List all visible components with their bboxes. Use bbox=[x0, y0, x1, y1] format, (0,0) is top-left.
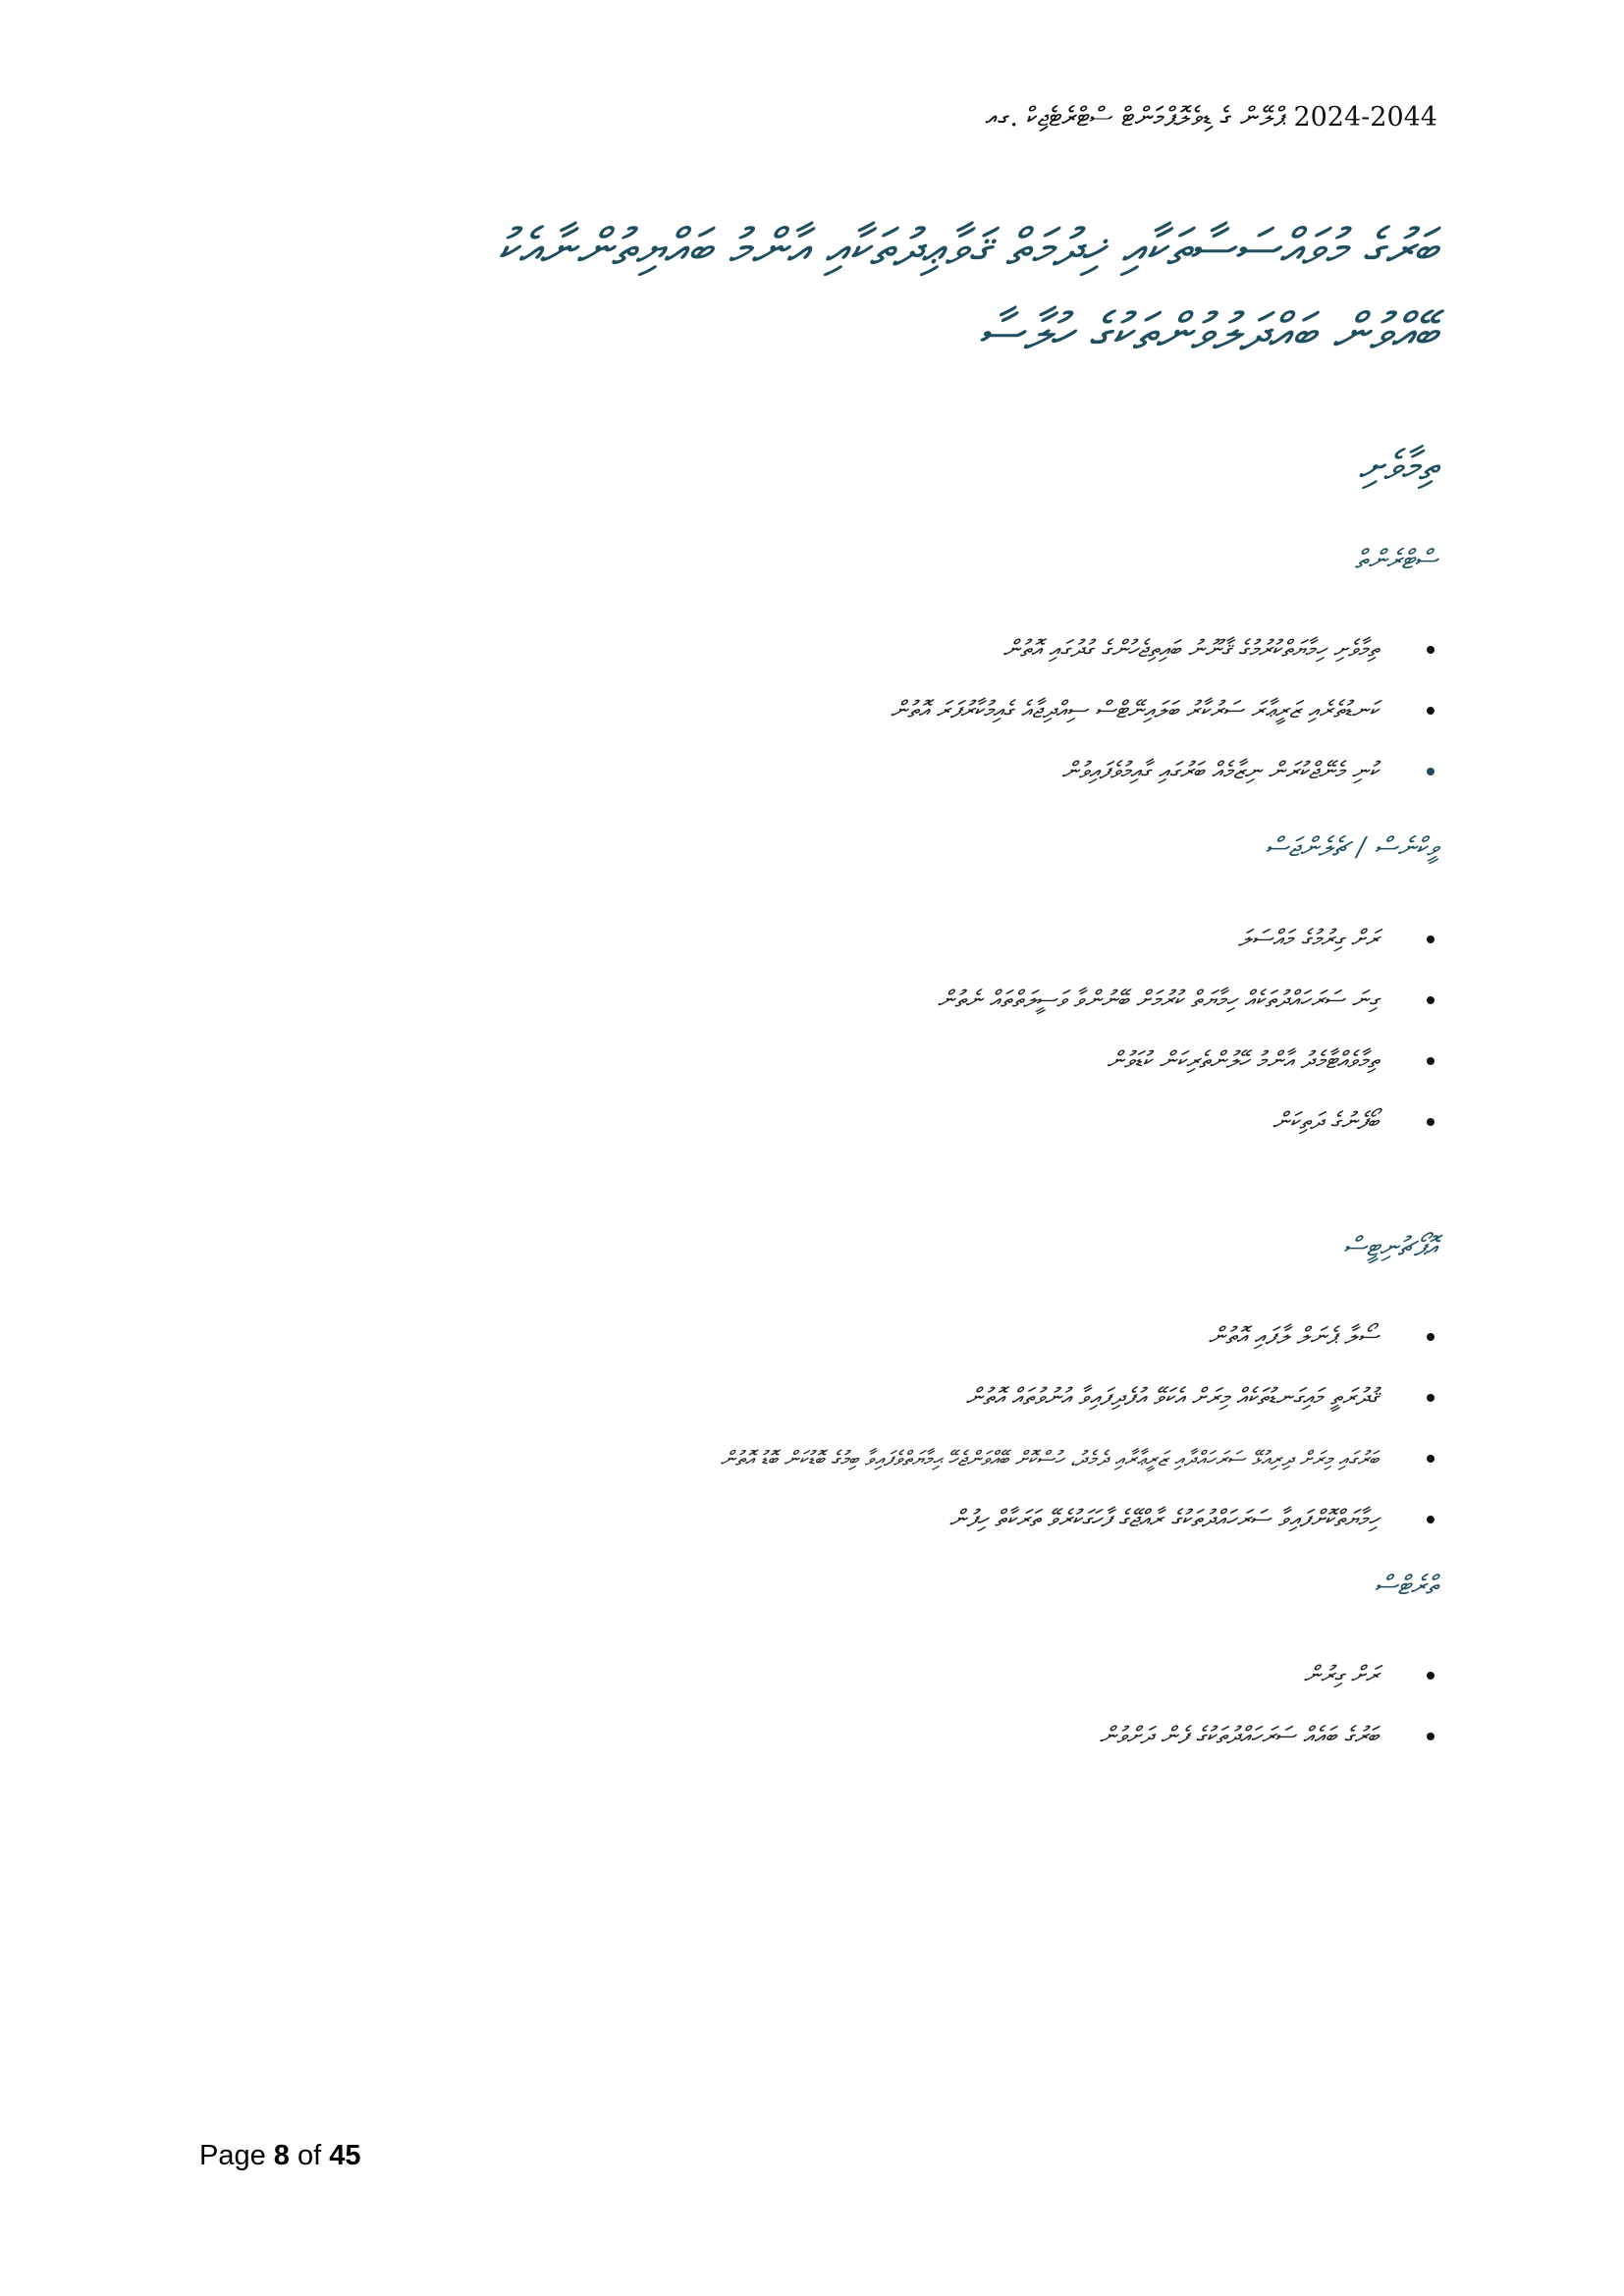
running-header: 2024-2044 ޕްލޭން ގެ ޑިވެލޮޕްމަންޓް ސްޓްރެޓެޖިކް .ގއ bbox=[985, 102, 1437, 133]
list-item-text: ސޯލާ ޕެނަލް ލާފައި އޮތުން bbox=[1208, 1322, 1379, 1350]
strengths-list bbox=[200, 618, 1379, 801]
bullet-icon bbox=[1427, 707, 1435, 715]
list-item-text: ބަރުގެ ބައެއް ސަރަހައްދުތަކުގެ ފެން ދަށްވުން bbox=[1099, 1722, 1379, 1749]
bullet-icon bbox=[1427, 1394, 1435, 1402]
list-item-text: ތިމާވެށި ހިމާޔަތްކުރުމުގެ ޤާނޫނު ބައިތިޖެހުންގެ ގުދުގައި އޮތުން bbox=[1002, 635, 1379, 663]
strengths-heading: ސްޓްރެންތް bbox=[1354, 545, 1437, 575]
list-item bbox=[200, 969, 1379, 1030]
opportunities-heading: އޮޕޯޗުނިޓީސް bbox=[1342, 1232, 1437, 1262]
page-footer bbox=[199, 2140, 361, 2172]
list-item bbox=[200, 740, 1379, 801]
list-item bbox=[200, 1030, 1379, 1091]
section-title: ތިމާވެށި bbox=[1358, 442, 1437, 490]
list-item-text: ކުނި މެނޭޖްކުރަން ނިޒާމެއް ބަރުގައި ގާއިމުވެފައިވުން bbox=[1061, 757, 1379, 784]
bullet-icon bbox=[1427, 1733, 1435, 1740]
list-item bbox=[200, 1705, 1379, 1766]
document-title-line-1: ބަރުގެ މުވައްސަސާތަކާއި ޚިދުމަތް ޤަވާޢިދުތަކާއި އާންމު ބައްޔިތުންނާއެކު bbox=[496, 219, 1437, 278]
list-item-text: ހިމާޔަތްކޮށްފައިވާ ސަރަހައްދުތަކުގެ ރާއްޖޭގެ ފާހަގަކުރެވޭ ތަރަކާތް ހިފުން bbox=[948, 1505, 1379, 1532]
threats-list bbox=[200, 1644, 1379, 1766]
bullet-icon bbox=[1427, 1118, 1435, 1126]
list-item-text: ގިނަ ސަރަހައްދުތަކެއް ހިމާޔަތް ކުރުމަށް ބޭނުންވާ ވަސީލަތްތައް ނެތުން bbox=[937, 986, 1379, 1013]
list-item-text: ކަނޑުތެރެއި ޒަރީޢާރަ ސަރުކާރު ބަލައިނޭޓްސް ސިއްދިޖާއެ ގެއިމުކާރުފަރަ އޮތުން bbox=[890, 696, 1379, 723]
of-word: of bbox=[298, 2140, 322, 2171]
bullet-icon bbox=[1427, 1672, 1435, 1680]
list-item bbox=[200, 1366, 1379, 1427]
list-item bbox=[200, 679, 1379, 740]
page-word: Page bbox=[199, 2140, 266, 2171]
document-title-line-2: ބޭއްވުން ބައްދަލުވުންތަކުގެ ހުލާސާ bbox=[978, 303, 1437, 362]
list-item bbox=[200, 618, 1379, 679]
list-item bbox=[200, 1644, 1379, 1705]
weaknesses-heading: ވީކްނެސް / ޗެލެންޖަސް bbox=[1265, 832, 1437, 863]
page-number: 8 bbox=[273, 2140, 290, 2171]
document-title bbox=[210, 206, 1437, 375]
bullet-icon bbox=[1427, 1333, 1435, 1341]
list-item bbox=[200, 908, 1379, 969]
bullet-icon bbox=[1427, 996, 1435, 1004]
list-item bbox=[200, 1091, 1379, 1151]
list-item-text: ބަރުގައި މިރަށް ދިރިއުޅޭ ސަރަހައްދާއި ޒަރީޢާރާއި ދެމެދު، ހުސްކޮށް ބޭއްވަންޖެހޭ ޙިމާޔަތްވެފައިވާ ބިމުގެ ބޮޑުކަން ބޮޑު އޮތުން bbox=[720, 1447, 1379, 1470]
bullet-icon bbox=[1427, 646, 1435, 654]
list-item bbox=[200, 1488, 1379, 1549]
list-item-text: ރަށް ގިރުމުގެ މައްސަލަ bbox=[1237, 925, 1379, 952]
threats-heading: ތްރެޓްސް bbox=[1374, 1571, 1437, 1601]
list-item-text: ތިމާވެއްޓާމެދު އާންމު ހޭލުންތެރިކަން ކުޑަވުން bbox=[1107, 1046, 1379, 1074]
list-item bbox=[200, 1306, 1379, 1366]
bullet-icon bbox=[1427, 1057, 1435, 1065]
list-item-text: ބޯފެނުގެ ދަތިކަން bbox=[1272, 1107, 1379, 1135]
weaknesses-list bbox=[200, 908, 1379, 1151]
list-item-text: ޤުދުރަތީ މައިގަނޑުތަކެއް މިރަށް އެކަވޭ އުފެދިފައިވާ އުނުވުތައް އޮތުން bbox=[965, 1383, 1379, 1411]
list-item bbox=[200, 1427, 1379, 1488]
bullet-icon bbox=[1427, 1516, 1435, 1523]
page-total: 45 bbox=[329, 2140, 361, 2171]
opportunities-list bbox=[200, 1306, 1379, 1549]
list-item-text: ރަށް ގިރުން bbox=[1303, 1661, 1379, 1688]
bullet-icon bbox=[1427, 1455, 1435, 1463]
bullet-icon bbox=[1427, 935, 1435, 943]
bullet-icon bbox=[1427, 768, 1435, 775]
